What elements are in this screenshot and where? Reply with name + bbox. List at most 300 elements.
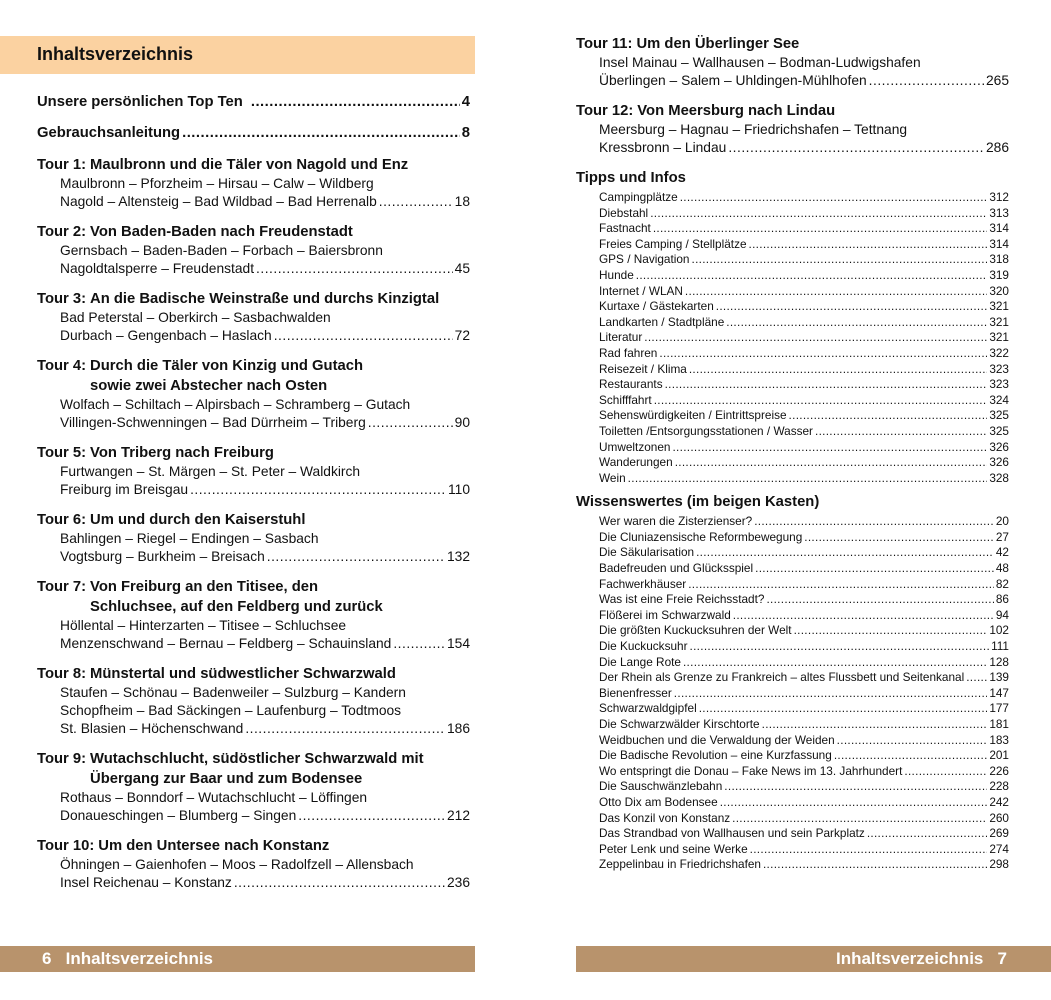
list-item[interactable] [599, 393, 1009, 409]
dot-leader [728, 139, 984, 157]
toc-page-number: 326 [989, 455, 1009, 470]
toc-page-number: 314 [989, 221, 1009, 236]
dot-leader [234, 874, 445, 892]
tour-places-line [60, 260, 470, 278]
tour-places [37, 242, 470, 278]
list-item-title: Die Kuckucksuhr [599, 639, 688, 654]
dot-leader [749, 237, 988, 253]
tour-number: Tour 7: [37, 579, 87, 595]
tour-places-line: Insel Mainau – Wallhausen – Bodman-Ludwigshafen [599, 55, 921, 70]
tour-number: Tour 12: [576, 103, 634, 119]
tour-places-text: Insel Reichenau – Konstanz [60, 875, 232, 890]
tour-title: Von Baden-Baden nach Freudenstadt [90, 224, 353, 240]
toc-page-number: 8 [461, 125, 470, 141]
toc-page-number: 154 [446, 636, 470, 651]
tour-places [37, 530, 470, 566]
list-item[interactable] [599, 577, 1009, 593]
list-item-title: Fastnacht [599, 221, 651, 236]
toc-page-number: 132 [446, 549, 470, 564]
list-item-title: Die Säkularisation [599, 545, 695, 560]
tour-title-line [37, 577, 470, 597]
list-item-title: Weidbuchen und die Verwaldung der Weiden [599, 732, 835, 747]
list-item[interactable] [599, 748, 1009, 764]
tour-places-text: Vogtsburg – Burkheim – Breisach [60, 549, 265, 564]
list-item-title: Wanderungen [599, 455, 673, 470]
list-item-title: Restaurants [599, 377, 663, 392]
list-item-title: Zeppelinbau in Friedrichshafen [599, 857, 761, 872]
dot-leader [869, 72, 984, 90]
tour-places [37, 309, 470, 345]
toc-page-number: 102 [989, 623, 1009, 638]
tour-places [37, 684, 470, 738]
footer-page-label: 6 Inhaltsverzeichnis [42, 949, 214, 968]
list-item[interactable] [599, 811, 1009, 827]
tour-places-line [599, 72, 1009, 90]
tour-title-line [37, 597, 470, 617]
toc-page-number: 226 [989, 763, 1009, 778]
tour-number: Tour 10: [37, 838, 95, 854]
toc-entry-tour[interactable] [37, 664, 470, 738]
dot-leader [762, 717, 988, 733]
tour-places-line [60, 193, 470, 211]
list-item-title: Campingplätze [599, 190, 678, 204]
toc-header-band [0, 36, 475, 74]
tour-title-line [576, 101, 1009, 121]
dot-leader [256, 260, 453, 278]
toc-page-number: 313 [989, 205, 1009, 220]
list-item-title: Die Badische Revolution – eine Kurzfassung [599, 748, 832, 763]
list-item[interactable] [599, 545, 1009, 561]
list-item-title: Fachwerkhäuser [599, 576, 687, 591]
toc-page-number: 94 [995, 607, 1009, 622]
list-item[interactable] [599, 795, 1009, 811]
list-item-title: Literatur [599, 330, 643, 345]
list-item[interactable] [599, 206, 1009, 222]
toc-page-number: 322 [989, 345, 1009, 360]
list-item[interactable] [599, 655, 1009, 671]
list-item-title: Die Lange Rote [599, 654, 681, 669]
tour-places-line [599, 139, 1009, 157]
dot-leader [794, 623, 988, 639]
dot-leader [653, 221, 988, 237]
left-page [0, 0, 475, 1000]
toc-page-number: 4 [461, 94, 470, 110]
dot-leader [692, 252, 988, 268]
toc-entry-tour[interactable] [37, 289, 470, 345]
footer-page-label: Inhaltsverzeichnis 7 [835, 949, 1007, 968]
list-item[interactable] [599, 686, 1009, 702]
toc-page-number: 325 [989, 408, 1009, 423]
toc-page-number: 326 [989, 439, 1009, 454]
tour-title-line [37, 769, 470, 789]
list-item[interactable] [599, 424, 1009, 440]
list-item-title: Der Rhein als Grenze zu Frankreich – altes Flussbett und Seitenkanal [599, 670, 965, 685]
toc-page-number: 181 [989, 717, 1009, 731]
tour-number: Tour 8: [37, 666, 87, 682]
toc-page-number: 111 [991, 639, 1009, 654]
list-item[interactable] [599, 221, 1009, 237]
list-item[interactable] [599, 857, 1009, 873]
list-item-title: Diebstahl [599, 205, 649, 220]
tour-places-text: Donaueschingen – Blumberg – Singen [60, 808, 297, 823]
wissen-list [576, 514, 1009, 873]
toc-entry-tour[interactable] [37, 222, 470, 278]
tour-places-line: Höllental – Hinterzarten – Titisee – Schluchsee [60, 618, 347, 633]
list-item[interactable] [599, 701, 1009, 717]
list-item-title: Schifffahrt [599, 392, 652, 407]
list-item[interactable] [599, 779, 1009, 795]
tour-places-text: Kressbronn – Lindau [599, 140, 727, 155]
list-item-title: Die größten Kuckucksuhren der Welt [599, 623, 792, 638]
toc-entry-tour[interactable] [37, 155, 470, 211]
tour-title-line [37, 443, 470, 463]
tour-places-line: Maulbronn – Pforzheim – Hirsau – Calw – Wildberg [60, 176, 374, 191]
tour-title: Übergang zur Baar und zum Bodensee [90, 771, 363, 787]
dot-leader [659, 346, 987, 362]
dot-leader [685, 284, 987, 300]
tipps-list [576, 190, 1009, 486]
dot-leader [750, 842, 988, 858]
tour-places-line [60, 635, 470, 653]
tour-title: Durch die Täler von Kinzig und Gutach [90, 358, 363, 374]
toc-page-number: 269 [989, 826, 1009, 841]
tour-title-line [37, 155, 470, 175]
list-item[interactable] [599, 330, 1009, 346]
tour-number: Tour 4: [37, 358, 87, 374]
list-item-title: Peter Lenk und seine Werke [599, 841, 748, 856]
toc-page-number: 86 [995, 592, 1009, 607]
list-item-title: Otto Dix am Bodensee [599, 794, 718, 809]
toc-page-number: 27 [995, 529, 1009, 544]
tour-places-line: Schopfheim – Bad Säckingen – Laufenburg – Todtmoos [60, 703, 402, 718]
dot-leader [665, 377, 988, 393]
tour-places-line: Meersburg – Hagnau – Friedrichshafen – Tettnang [599, 122, 908, 137]
list-item[interactable] [599, 315, 1009, 331]
tour-title: Maulbronn und die Täler von Nagold und Enz [90, 157, 409, 173]
tour-title: Von Meersburg nach Lindau [637, 103, 836, 119]
list-item[interactable] [599, 377, 1009, 393]
toc-entry-tour[interactable] [37, 577, 470, 653]
list-item[interactable] [599, 530, 1009, 546]
toc-page-number: 90 [454, 415, 470, 430]
tour-places-line: Furtwangen – St. Märgen – St. Peter – Waldkirch [60, 464, 361, 479]
tour-number: Tour 5: [37, 445, 87, 461]
dot-leader [636, 268, 988, 284]
list-item-title: Das Konzil von Konstanz [599, 810, 731, 825]
list-item[interactable] [599, 670, 1009, 686]
tour-title: Schluchsee, auf den Feldberg und zurück [90, 599, 383, 615]
left-toc [37, 92, 470, 903]
tour-places [37, 175, 470, 211]
tour-number: Tour 3: [37, 291, 87, 307]
tour-places-text: Menzenschwand – Bernau – Feldberg – Schauinsland [60, 636, 392, 651]
toc-page-number: 18 [454, 194, 470, 209]
dot-leader [834, 748, 988, 764]
toc-page-number: 321 [989, 330, 1009, 345]
toc-page-number: 177 [989, 701, 1009, 716]
toc-entry-gebrauchsanleitung[interactable] [37, 123, 470, 143]
list-item[interactable] [599, 842, 1009, 858]
tour-places-text: Überlingen – Salem – Uhldingen-Mühlhofen [599, 73, 867, 88]
tour-places [37, 789, 470, 825]
toc-entry-title: Unsere persönlichen Top Ten [37, 94, 243, 110]
toc-page-number: 298 [989, 857, 1009, 872]
tour-places-line [60, 481, 470, 499]
list-item-title: Wein [599, 470, 626, 485]
tour-places [37, 856, 470, 892]
list-item[interactable] [599, 346, 1009, 362]
list-item-title: Sehenswürdigkeiten / Eintrittspreise [599, 408, 787, 423]
toc-page-number: 72 [454, 328, 470, 343]
toc-entry-tour[interactable] [37, 836, 470, 892]
list-item[interactable] [599, 284, 1009, 300]
tour-title: Um den Untersee nach Konstanz [98, 838, 330, 854]
toc-header-title: Inhaltsverzeichnis [37, 44, 194, 64]
toc-page-number: 201 [989, 748, 1009, 763]
toc-entry-top-ten[interactable] [37, 92, 470, 112]
tour-title-line [37, 664, 470, 684]
toc-page-number: 274 [989, 841, 1009, 856]
dot-leader [680, 190, 988, 206]
list-item[interactable] [599, 252, 1009, 268]
list-item-title: Schwarzwaldgipfel [599, 701, 697, 716]
tour-places [37, 396, 470, 432]
dot-leader [966, 670, 987, 686]
list-item-title: Landkarten / Stadtpläne [599, 314, 725, 329]
right-toc [576, 34, 1009, 873]
list-item[interactable] [599, 764, 1009, 780]
dot-leader [763, 857, 987, 873]
list-item[interactable] [599, 440, 1009, 456]
dot-leader [674, 686, 988, 702]
tour-title-line [37, 510, 470, 530]
right-tour-list [576, 34, 1009, 157]
dot-leader [716, 299, 988, 315]
toc-page-number: 324 [989, 392, 1009, 407]
list-item[interactable] [599, 514, 1009, 530]
list-item[interactable] [599, 608, 1009, 624]
footer-band [576, 946, 1051, 972]
list-item[interactable] [599, 362, 1009, 378]
list-item[interactable] [599, 717, 1009, 733]
list-item[interactable] [599, 299, 1009, 315]
list-item-title: Hunde [599, 267, 634, 282]
tour-places-line [60, 720, 470, 738]
list-item-title: Freies Camping / Stellplätze [599, 236, 747, 251]
right-page [576, 0, 1051, 1000]
toc-page-number: 242 [989, 794, 1009, 809]
toc-entry-tour[interactable] [37, 443, 470, 499]
toc-page-number: 328 [989, 470, 1009, 485]
list-item[interactable] [599, 471, 1009, 487]
list-item-title: GPS / Navigation [599, 252, 690, 267]
tour-number: Tour 1: [37, 157, 87, 173]
tour-title-line [37, 376, 470, 396]
tour-title: Münstertal und südwestlicher Schwarzwald [90, 666, 396, 682]
tour-places-line: Gernsbach – Baden-Baden – Forbach – Baiersbronn [60, 243, 383, 258]
dot-leader [690, 639, 990, 655]
toc-page-number: 186 [446, 721, 470, 736]
dot-leader [393, 635, 445, 653]
list-item-title: Bienenfresser [599, 685, 672, 700]
tour-places [37, 617, 470, 653]
toc-page-number: 236 [446, 875, 470, 890]
tour-places-line: Bad Peterstal – Oberkirch – Sasbachwalden [60, 310, 331, 325]
dot-leader [267, 548, 445, 566]
toc-page-number: 48 [995, 561, 1009, 576]
tour-places-line [60, 874, 470, 892]
toc-page-number: 286 [985, 140, 1009, 155]
tour-number: Tour 11: [576, 36, 633, 52]
tour-title: Von Freiburg an den Titisee, den [90, 579, 319, 595]
list-item-title: Toiletten /Entsorgungsstationen / Wasser [599, 423, 813, 438]
list-item-title: Wo entspringt die Donau – Fake News im 13. Jahrhundert [599, 763, 903, 778]
toc-page-number: 323 [989, 361, 1009, 376]
dot-leader [766, 592, 993, 608]
dot-leader [298, 807, 445, 825]
toc-entry-tour[interactable] [576, 34, 1009, 90]
list-item[interactable] [599, 623, 1009, 639]
tour-places-line: Öhningen – Gaienhofen – Moos – Radolfzell – Allensbach [60, 857, 414, 872]
toc-page-number: 45 [454, 261, 470, 276]
dot-leader [368, 414, 453, 432]
dot-leader [904, 764, 987, 780]
tour-title-line [576, 34, 1009, 54]
toc-page-number: 20 [995, 514, 1009, 529]
dot-leader [379, 193, 453, 211]
list-item[interactable] [599, 190, 1009, 206]
section-title-wissen: Wissenswertes (im beigen Kasten) [576, 494, 820, 511]
dot-leader [689, 362, 987, 378]
list-item-title: Badefreuden und Glücksspiel [599, 561, 754, 576]
dot-leader [245, 720, 445, 738]
toc-entry-tour[interactable] [576, 101, 1009, 157]
dot-leader [696, 545, 994, 561]
dot-leader [675, 455, 988, 471]
dot-leader [804, 530, 994, 546]
dot-leader [699, 701, 988, 717]
list-item-title: Reisezeit / Klima [599, 361, 687, 376]
toc-page-number: 139 [989, 670, 1009, 685]
toc-page-number: 319 [989, 267, 1009, 282]
toc-page-number: 265 [985, 73, 1009, 88]
list-item-title: Kurtaxe / Gästekarten [599, 299, 714, 314]
tour-places-line: Staufen – Schönau – Badenweiler – Sulzburg – Kandern [60, 685, 406, 700]
tour-places-line [60, 548, 470, 566]
list-item[interactable] [599, 561, 1009, 577]
tour-places-line: Bahlingen – Riegel – Endingen – Sasbach [60, 531, 319, 546]
list-item-title: Was ist eine Freie Reichsstadt? [599, 592, 765, 607]
toc-page-number: 228 [989, 779, 1009, 794]
tour-title: Um und durch den Kaiserstuhl [90, 512, 306, 528]
list-item-title: Das Strandbad von Wallhausen und sein Parkplatz [599, 826, 865, 841]
list-item[interactable] [599, 268, 1009, 284]
tour-places-text: St. Blasien – Höchenschwand [60, 721, 244, 736]
dot-leader [732, 811, 987, 827]
tour-title: Wutachschlucht, südöstlicher Schwarzwald mit [90, 751, 424, 767]
toc-entry-title: Gebrauchsanleitung [37, 125, 181, 141]
toc-page-number: 147 [989, 685, 1009, 700]
tour-number: Tour 2: [37, 224, 87, 240]
footer-band [0, 946, 475, 972]
tour-number: Tour 9: [37, 751, 87, 767]
list-item[interactable] [599, 639, 1009, 655]
list-item[interactable] [599, 826, 1009, 842]
list-item-title: Die Cluniazensische Reformbewegung [599, 529, 803, 544]
dot-leader [724, 779, 987, 795]
tour-places-text: Freiburg im Breisgau [60, 482, 189, 497]
dot-leader [720, 795, 988, 811]
tour-places-line: Rothaus – Bonndorf – Wutachschlucht – Löffingen [60, 790, 368, 805]
dot-leader [754, 514, 994, 530]
dot-leader [190, 481, 446, 499]
list-item[interactable] [599, 408, 1009, 424]
list-item-title: Rad fahren [599, 345, 658, 360]
toc-page-number: 183 [989, 732, 1009, 747]
section-title-tipps: Tipps und Infos [576, 170, 686, 186]
toc-page-number: 260 [989, 810, 1009, 825]
dot-leader [733, 608, 994, 624]
dot-leader [654, 393, 988, 409]
toc-page-number: 212 [446, 808, 470, 823]
toc-entry-tour[interactable] [37, 356, 470, 432]
toc-page-number: 320 [989, 283, 1009, 298]
tour-title: Um den Überlinger See [636, 36, 800, 52]
toc-entry-tour[interactable] [37, 749, 470, 825]
tour-places [576, 121, 1009, 157]
toc-page-number: 321 [989, 299, 1009, 314]
tour-title: Von Triberg nach Freiburg [90, 445, 274, 461]
list-item-title: Die Schwarzwälder Kirschtorte [599, 717, 760, 731]
list-item[interactable] [599, 592, 1009, 608]
toc-page-number: 110 [448, 482, 470, 497]
tour-title-line [37, 836, 470, 856]
tour-places-text: Nagold – Altensteig – Bad Wildbad – Bad Herrenalb [60, 194, 377, 209]
dot-leader [867, 826, 988, 842]
list-item-title: Flößerei im Schwarzwald [599, 607, 731, 622]
list-item[interactable] [599, 733, 1009, 749]
tour-title-line [37, 356, 470, 376]
tour-places-text: Durbach – Gengenbach – Haslach [60, 328, 272, 343]
tour-number: Tour 6: [37, 512, 87, 528]
tour-places [37, 463, 470, 499]
toc-page-number: 82 [995, 576, 1009, 591]
toc-page-number: 312 [989, 190, 1009, 204]
dot-leader [650, 206, 987, 222]
toc-page-number: 42 [995, 545, 1009, 560]
dot-leader [672, 440, 987, 456]
tour-title: sowie zwei Abstecher nach Osten [90, 378, 328, 394]
tour-title-line [37, 222, 470, 242]
list-item[interactable] [599, 455, 1009, 471]
dot-leader [274, 327, 453, 345]
toc-entry-tour[interactable] [37, 510, 470, 566]
dot-leader [644, 330, 987, 346]
tour-title-line [37, 749, 470, 769]
dot-leader [726, 315, 987, 331]
tour-places [576, 54, 1009, 90]
list-item-title: Umweltzonen [599, 439, 671, 454]
left-tour-list [37, 155, 470, 892]
list-item[interactable] [599, 237, 1009, 253]
tour-places-text: Nagoldtalsperre – Freudenstadt [60, 261, 255, 276]
dot-leader [683, 655, 987, 671]
toc-page-number: 314 [989, 236, 1009, 251]
toc-page-number: 323 [989, 377, 1009, 392]
toc-page-number: 318 [989, 252, 1009, 267]
toc-page-number: 321 [989, 314, 1009, 329]
tour-places-line: Wolfach – Schiltach – Alpirsbach – Schramberg – Gutach [60, 397, 411, 412]
